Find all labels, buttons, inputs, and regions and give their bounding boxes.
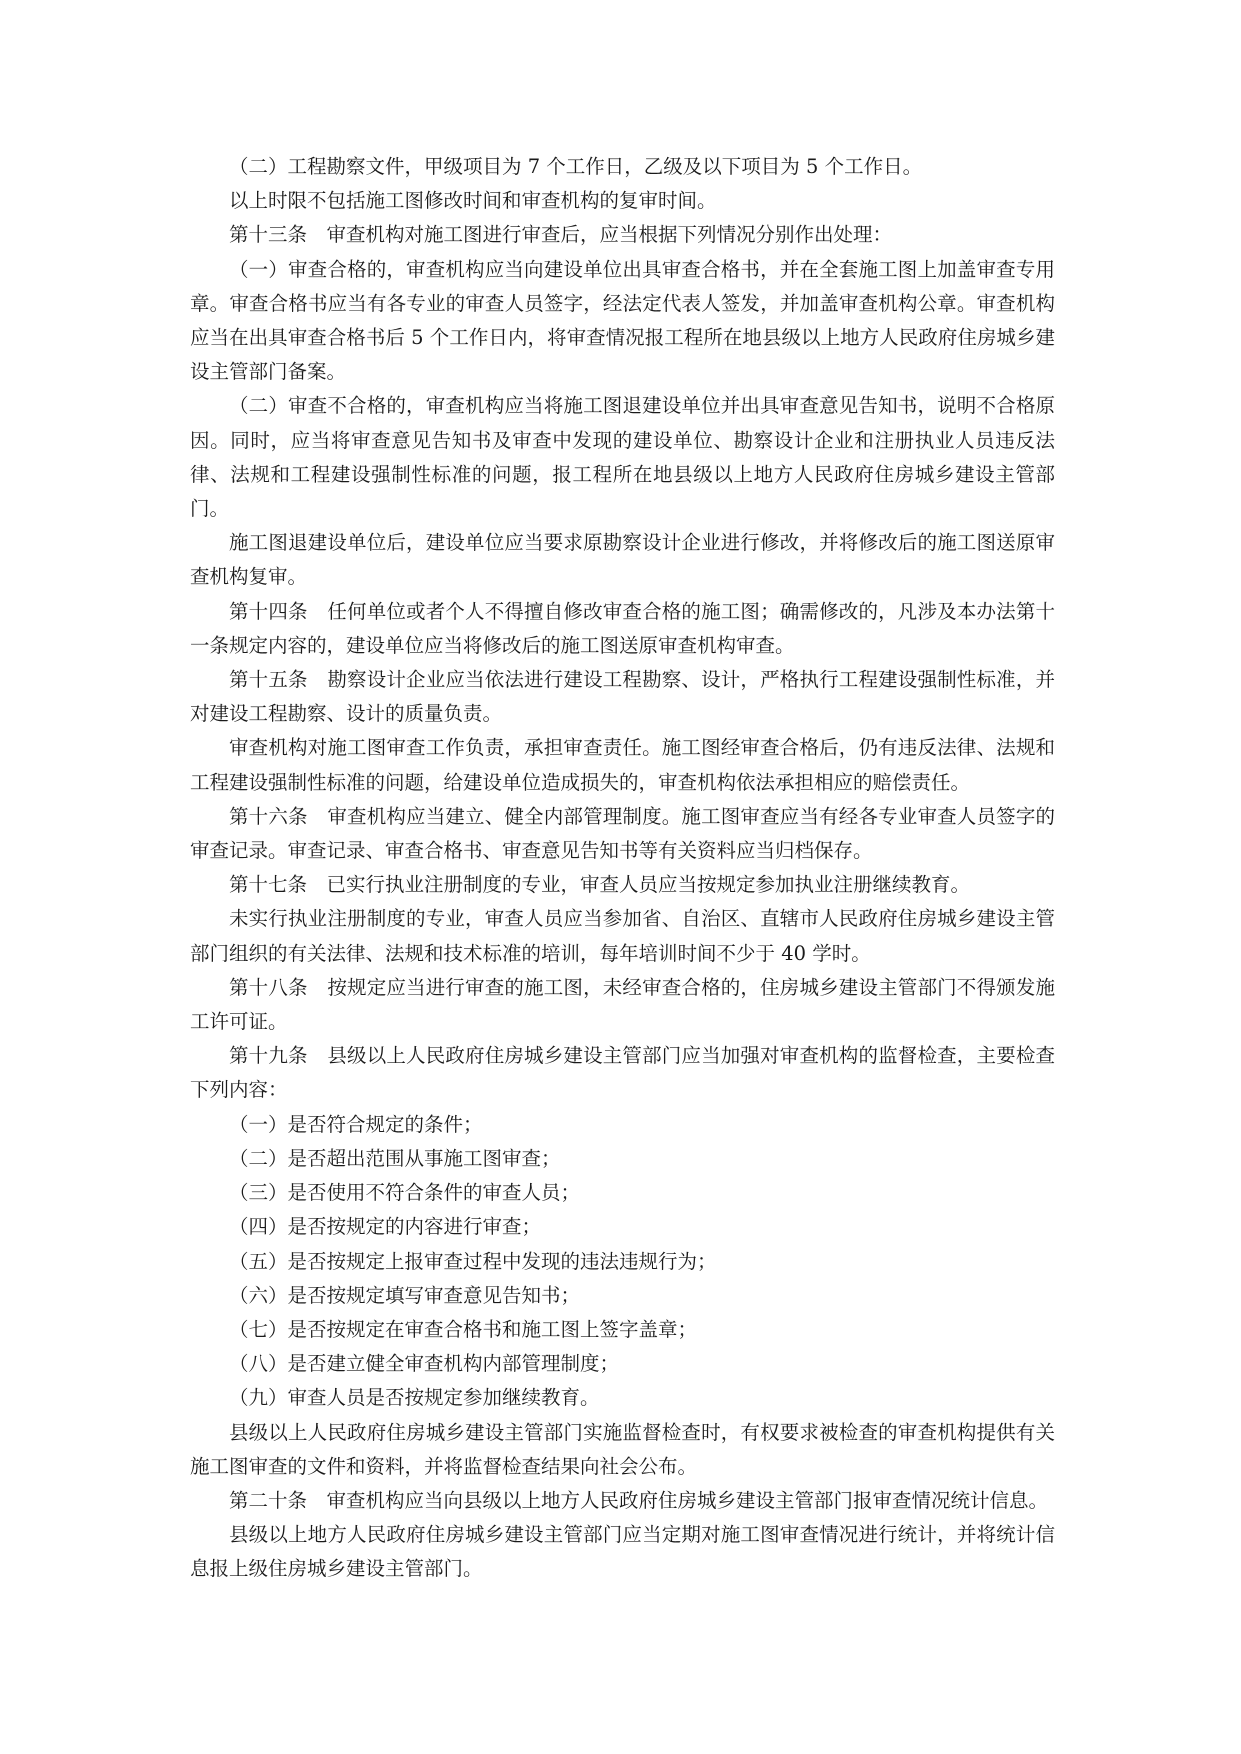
list-item: （六）是否按规定填写审查意见告知书；: [229, 1283, 581, 1307]
paragraph: （二）工程勘察文件，甲级项目为 7 个工作日，乙级及以下项目为 5 个工作日。: [229, 155, 923, 178]
list-item: （五）是否按规定上报审查过程中发现的违法违规行为；: [229, 1249, 717, 1273]
paragraph: 以上时限不包括施工图修改时间和审查机构的复审时间。: [229, 189, 717, 213]
list-item: （二）是否超出范围从事施工图审查；: [229, 1146, 561, 1170]
article-13: 第十三条 审查机构对施工图进行审查后，应当根据下列情况分别作出处理：: [229, 223, 893, 247]
paragraph: （一）审查合格的，审查机构应当向建设单位出具审查合格书，并在全套施工图上加盖审查专用章。审查合格书应当有各专业的审查人员签字，经法定代表人签发，并加盖审查机构公章。审查机构应当在出具审查合格书后 5 个工作日内，将审查情况报工程所在地县级以上地方人民政府住房城乡建设主管部门备案。: [190, 257, 1055, 384]
paragraph: 未实行执业注册制度的专业，审查人员应当参加省、自治区、直辖市人民政府住房城乡建设主管部门组织的有关法律、法规和技术标准的培训，每年培训时间不少于 40 学时。: [190, 907, 1055, 965]
list-item: （四）是否按规定的内容进行审查；: [229, 1215, 542, 1239]
article-20: 第二十条 审查机构应当向县级以上地方人民政府住房城乡建设主管部门报审查情况统计信息。: [229, 1488, 1049, 1512]
article-14: 第十四条 任何单位或者个人不得擅自修改审查合格的施工图；确需修改的，凡涉及本办法第十一条规定内容的，建设单位应当将修改后的施工图送原审查机构审查。: [190, 599, 1055, 657]
article-17: 第十七条 已实行执业注册制度的专业，审查人员应当按规定参加执业注册继续教育。: [229, 873, 971, 897]
article-16: 第十六条 审查机构应当建立、健全内部管理制度。施工图审查应当有经各专业审查人员签字的审查记录。审查记录、审查合格书、审查意见告知书等有关资料应当归档保存。: [190, 804, 1055, 863]
article-18: 第十八条 按规定应当进行审查的施工图，未经审查合格的，住房城乡建设主管部门不得颁发施工许可证。: [190, 975, 1055, 1034]
article-19: 第十九条 县级以上人民政府住房城乡建设主管部门应当加强对审查机构的监督检查，主要检查下列内容：: [190, 1044, 1055, 1102]
paragraph: 县级以上地方人民政府住房城乡建设主管部门应当定期对施工图审查情况进行统计，并将统计信息报上级住房城乡建设主管部门。: [190, 1523, 1055, 1581]
list-item: （三）是否使用不符合条件的审查人员；: [229, 1181, 581, 1205]
paragraph: 施工图退建设单位后，建设单位应当要求原勘察设计企业进行修改，并将修改后的施工图送原审查机构复审。: [190, 531, 1055, 589]
list-item: （八）是否建立健全审查机构内部管理制度；: [229, 1352, 620, 1376]
paragraph: 审查机构对施工图审查工作负责，承担审查责任。施工图经审查合格后，仍有违反法律、法规和工程建设强制性标准的问题，给建设单位造成损失的，审查机构依法承担相应的赔偿责任。: [190, 736, 1055, 794]
paragraph: （二）审查不合格的，审查机构应当将施工图退建设单位并出具审查意见告知书，说明不合格原因。同时，应当将审查意见告知书及审查中发现的建设单位、勘察设计企业和注册执业人员违反法律、法规和工程建设强制性标准的问题，报工程所在地县级以上地方人民政府住房城乡建设主管部门。: [190, 394, 1055, 521]
paragraph: 县级以上人民政府住房城乡建设主管部门实施监督检查时，有权要求被检查的审查机构提供有关施工图审查的文件和资料，并将监督检查结果向社会公布。: [190, 1420, 1055, 1478]
list-item: （七）是否按规定在审查合格书和施工图上签字盖章；: [229, 1317, 698, 1341]
list-item: （一）是否符合规定的条件；: [229, 1112, 483, 1136]
list-item: （九）审查人员是否按规定参加继续教育。: [229, 1386, 600, 1410]
article-15: 第十五条 勘察设计企业应当依法进行建设工程勘察、设计，严格执行工程建设强制性标准，并对建设工程勘察、设计的质量负责。: [190, 668, 1055, 726]
document-body: [190, 150, 1055, 1587]
